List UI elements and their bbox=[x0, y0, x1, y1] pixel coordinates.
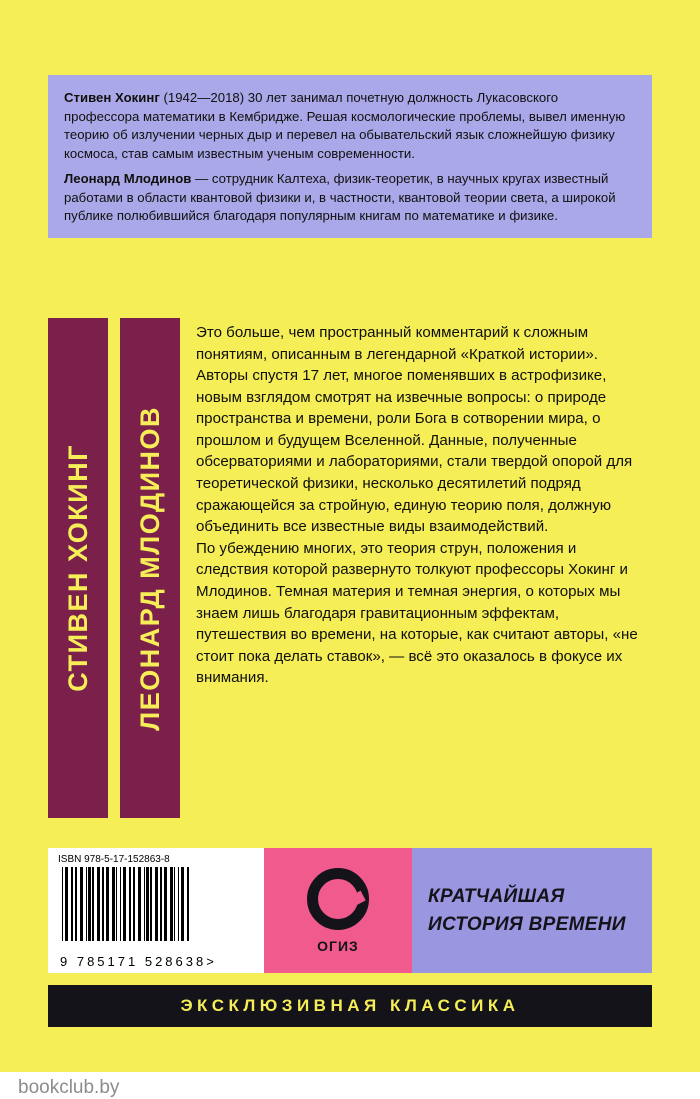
annotation-paragraph-2: По убеждению многих, это теория струн, положения и следствия которой развернуто толкуют профессоры Хокинг и Млодинов. Темная материя и темная энергия, о которых мы знаем лишь благодаря гравитационным эффектам, путешествия во времени, на которые, как считают авторы, «не стоит пока делать ставок», — всё это оказалось в фокусе их внимания. bbox=[196, 539, 638, 687]
author2-bio-text: — сотрудник Калтеха, физик-теоретик, в научных кругах известный работами в области квантовой физики и, в частности, квантовой теории света, а широкой публике полюбившийся благодаря популярным книгам по математике и физике. bbox=[64, 170, 616, 224]
spine-label-author1: СТИВЕН ХОКИНГ bbox=[62, 444, 93, 692]
author1-name: Стивен Хокинг bbox=[64, 90, 160, 105]
author2-name: Леонард Млодинов bbox=[64, 170, 192, 186]
spine-band-author2 bbox=[120, 318, 180, 818]
barcode-digits: 9 785171 528638> bbox=[60, 954, 217, 969]
isbn-label: ISBN 978-5-17-152863-8 bbox=[58, 854, 170, 865]
author1-bio bbox=[64, 89, 636, 164]
annotation-paragraph-1: Это больше, чем пространный комментарий к сложным понятиям, описанным в легендарной «Краткой истории». Авторы спустя 17 лет, многое поменявших в астрофизике, новым взглядом смотрят на извечные вопросы: о природе пространства и времени, роли Бога в сотворении мира, о прошлом и будущем Вселенной. Данные, полученные обсерваториями и лабораториями, стали твердой опорой для теоретической физики, несколько десятилетий подряд сражающейся за стройную, единую теорию поля, должную объединить все известные виды взаимодействий. bbox=[196, 324, 633, 536]
publisher-name: ОГИЗ bbox=[317, 937, 359, 954]
book-annotation bbox=[196, 322, 652, 689]
authors-bio-block bbox=[48, 75, 652, 238]
publisher-logo-block bbox=[264, 848, 412, 973]
book-title-line-1: КРАТЧАЙШАЯ bbox=[428, 885, 565, 907]
barcode-block bbox=[48, 848, 264, 973]
series-label: ЭКСКЛЮЗИВНАЯ КЛАССИКА bbox=[180, 996, 520, 1015]
author2-bio bbox=[64, 170, 636, 226]
author1-bio-text: (1942—2018) 30 лет занимал почетную должность Лукасовского профессора математики в Кембридже. Решая космологические проблемы, вывел именную теорию об излучении черных дыр и перевел на обывательский язык сложнейшую физику космоса, став самым известным ученым современности. bbox=[64, 90, 626, 162]
spine-label-author2: ЛЕОНАРД МЛОДИНОВ bbox=[134, 405, 165, 731]
site-watermark: bookclub.by bbox=[18, 1077, 120, 1098]
book-title-line-2: ИСТОРИЯ ВРЕМЕНИ bbox=[428, 913, 626, 935]
series-strip bbox=[48, 985, 652, 1027]
cover-bottom-row bbox=[48, 848, 652, 973]
barcode-bars-icon bbox=[58, 867, 254, 953]
spine-band-author1 bbox=[48, 318, 108, 818]
book-title-block bbox=[412, 848, 652, 973]
ring-logo-icon bbox=[307, 868, 369, 930]
